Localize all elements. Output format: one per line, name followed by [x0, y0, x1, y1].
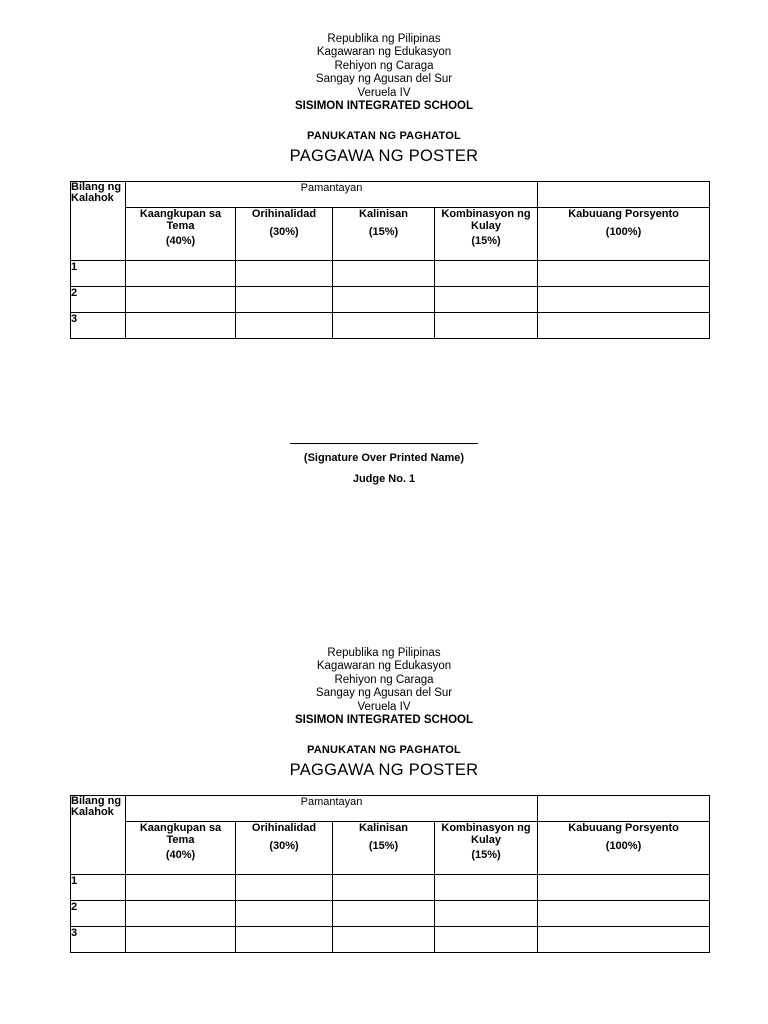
score-cell[interactable] [538, 313, 710, 339]
participant-number-header: Bilang ng Kalahok [71, 796, 126, 875]
row-number: 3 [71, 927, 126, 953]
criterion-label: Kaangkupan sa Tema [139, 822, 222, 846]
row-number: 2 [71, 901, 126, 927]
score-cell[interactable] [333, 927, 435, 953]
signature-block [0, 443, 768, 485]
criterion-3 [333, 208, 435, 261]
score-cell[interactable] [333, 287, 435, 313]
criterion-1 [126, 822, 236, 875]
table-row [71, 287, 710, 313]
table-row [71, 875, 710, 901]
criterion-pct: (15%) [471, 235, 501, 247]
header-line-3: Rehiyon ng Caraga [334, 59, 434, 72]
total-pct: (100%) [605, 226, 642, 238]
criterion-label: Kombinasyon ng Kulay [441, 822, 531, 846]
header-line-4: Sangay ng Agusan del Sur [315, 73, 453, 86]
score-cell[interactable] [236, 875, 333, 901]
header-line-2: Kagawaran ng Edukasyon [316, 660, 452, 673]
criterion-label: Kalinisan [359, 822, 408, 834]
total-pct: (100%) [605, 840, 642, 852]
criterion-3 [333, 822, 435, 875]
participant-number-header: Bilang ng Kalahok [71, 182, 126, 261]
total-criterion [538, 822, 710, 875]
header-line-5: Veruela IV [357, 700, 411, 713]
criterion-pct: (30%) [269, 840, 299, 852]
criterion-pct: (40%) [165, 235, 196, 247]
table-row [71, 261, 710, 287]
score-cell[interactable] [538, 901, 710, 927]
school-name: SISIMON INTEGRATED SCHOOL [294, 100, 474, 113]
score-cell[interactable] [435, 313, 538, 339]
score-cell[interactable] [538, 261, 710, 287]
score-cell[interactable] [126, 901, 236, 927]
empty-header-cell [538, 182, 710, 208]
table-row [71, 313, 710, 339]
score-cell[interactable] [333, 313, 435, 339]
score-cell[interactable] [126, 875, 236, 901]
criterion-4 [435, 822, 538, 875]
score-cell[interactable] [333, 261, 435, 287]
criterion-label: Orihinalidad [251, 208, 317, 220]
criterion-label: Kombinasyon ng Kulay [441, 208, 531, 232]
score-cell[interactable] [435, 927, 538, 953]
criteria-group-header: Pamantayan [126, 182, 538, 208]
total-label: Kabuuang Porsyento [568, 822, 679, 834]
table-row [71, 927, 710, 953]
empty-header-cell [538, 796, 710, 822]
letterhead [0, 33, 768, 113]
header-line-1: Republika ng Pilipinas [327, 33, 441, 45]
header-line-2: Kagawaran ng Edukasyon [316, 46, 452, 59]
school-name: SISIMON INTEGRATED SCHOOL [294, 714, 474, 727]
criterion-label: Kaangkupan sa Tema [139, 208, 222, 232]
row-number: 3 [71, 313, 126, 339]
criteria-group-header: Pamantayan [126, 796, 538, 822]
form-title: PAGGAWA NG POSTER [289, 761, 479, 780]
rubric-table [70, 181, 710, 339]
score-cell[interactable] [236, 927, 333, 953]
judge-label: Judge No. 1 [352, 473, 416, 485]
score-cell[interactable] [333, 901, 435, 927]
criterion-4 [435, 208, 538, 261]
score-cell[interactable] [126, 313, 236, 339]
score-cell[interactable] [236, 901, 333, 927]
score-cell[interactable] [435, 901, 538, 927]
criterion-1 [126, 208, 236, 261]
score-cell[interactable] [538, 927, 710, 953]
criterion-pct: (15%) [471, 849, 501, 861]
criterion-label: Orihinalidad [251, 822, 317, 834]
score-cell[interactable] [236, 287, 333, 313]
score-cell[interactable] [126, 927, 236, 953]
score-cell[interactable] [435, 875, 538, 901]
total-criterion [538, 208, 710, 261]
score-cell[interactable] [538, 875, 710, 901]
signature-line [290, 443, 478, 444]
criterion-pct: (30%) [269, 226, 299, 238]
criterion-pct: (15%) [368, 226, 399, 238]
header-line-4: Sangay ng Agusan del Sur [315, 687, 453, 700]
row-number: 2 [71, 287, 126, 313]
score-cell[interactable] [435, 261, 538, 287]
score-cell[interactable] [126, 287, 236, 313]
table-row [71, 901, 710, 927]
criterion-2 [236, 208, 333, 261]
rubric-form-2 [0, 647, 768, 939]
rubric-table [70, 795, 710, 953]
header-line-3: Rehiyon ng Caraga [334, 673, 434, 686]
criterion-label: Kalinisan [359, 208, 408, 220]
signature-label: (Signature Over Printed Name) [303, 452, 465, 464]
criterion-pct: (15%) [368, 840, 399, 852]
score-cell[interactable] [538, 287, 710, 313]
score-cell[interactable] [236, 261, 333, 287]
score-cell[interactable] [126, 261, 236, 287]
row-number: 1 [71, 875, 126, 901]
header-line-5: Veruela IV [357, 86, 411, 99]
rubric-form-1 [0, 33, 768, 485]
form-title: PAGGAWA NG POSTER [289, 147, 479, 166]
score-cell[interactable] [236, 313, 333, 339]
form-subtitle: PANUKATAN NG PAGHATOL [307, 130, 461, 143]
criterion-2 [236, 822, 333, 875]
score-cell[interactable] [435, 287, 538, 313]
row-number: 1 [71, 261, 126, 287]
score-cell[interactable] [333, 875, 435, 901]
form-subtitle: PANUKATAN NG PAGHATOL [307, 744, 461, 757]
total-label: Kabuuang Porsyento [568, 208, 679, 220]
criterion-pct: (40%) [165, 849, 196, 861]
letterhead [0, 647, 768, 727]
header-line-1: Republika ng Pilipinas [327, 647, 441, 659]
